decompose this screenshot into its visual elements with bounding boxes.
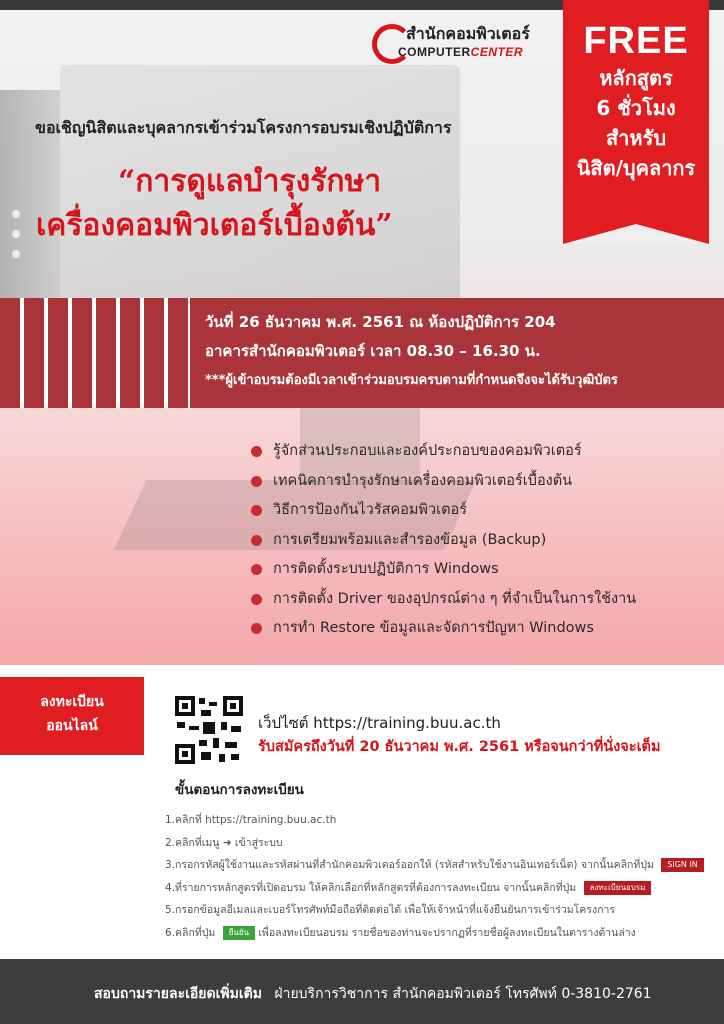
step-item: 1.คลิกที่ https://training.buu.ac.th: [165, 814, 337, 826]
website-link[interactable]: เว็ปไซต์ https://training.buu.ac.th: [258, 714, 501, 732]
registration-steps: [165, 812, 704, 947]
course-title: [36, 160, 556, 248]
steps-title: ขั้นตอนการลงทะเบียน: [175, 782, 304, 798]
registration-deadline: รับสมัครถึงวันที่ 20 ธันวาคม พ.ศ. 2561 หรือจนกว่าที่นั่งจะเต็ม: [258, 739, 661, 755]
bullet-icon: [251, 623, 262, 634]
course-title-line2: เครื่องคอมพิวเตอร์เบื้องต้น”: [36, 208, 393, 243]
topic-item: การทำ Restore ข้อมูลและจัดการปัญหา Windows: [251, 617, 636, 647]
footer-contact: ฝ่ายบริการวิชาการ สำนักคอมพิวเตอร์ โทรศัพท์ 0-3810-2761: [274, 986, 652, 1002]
topic-item: วิธีการป้องกันไวรัสคอมพิวเตอร์: [251, 499, 636, 529]
sign-in-button[interactable]: SIGN IN: [661, 858, 704, 872]
step-item: 4.ที่รายการหลักสูตรที่เปิดอบรม ให้คลิกเลือกที่หลักสูตรที่ต้องการลงทะเบียน จากนั้นคลิกที่ปุ่ม ลงทะเบียนอบรม: [165, 880, 704, 903]
step-item: 6.คลิกที่ปุ่ม ยืนยัน เพื่อลงทะเบียนอบรม รายชื่อของท่านจะปรากฏที่รายชื่อผู้ลงทะเบียนในตารางด้านล่าง: [165, 926, 636, 939]
qr-code-icon[interactable]: [175, 696, 243, 764]
attendance-note: ***ผู้เข้าอบรมต้องมีเวลาเข้าร่วมอบรมครบตามที่กำหนดจึงจะได้รับวุฒิบัตร: [205, 373, 618, 388]
bullet-icon: [251, 505, 262, 516]
event-building-time: อาคารสำนักคอมพิวเตอร์ เวลา 08.30 – 16.30 น.: [205, 342, 541, 360]
free-badge-notch: [563, 224, 709, 244]
topic-item: เทคนิคการบำรุงรักษาเครื่องคอมพิวเตอร์เบื้องต้น: [251, 470, 636, 500]
topic-list: [251, 440, 636, 647]
topic-item: การติดตั้ง Driver ของอุปกรณ์ต่าง ๆ ที่จำเป็นในการใช้งาน: [251, 588, 636, 618]
topic-item: รู้จักส่วนประกอบและองค์ประกอบของคอมพิวเตอร์: [251, 440, 636, 470]
bullet-icon: [251, 564, 262, 575]
bullet-icon: [251, 594, 262, 605]
course-title-line1: “การดูแลบำรุงรักษา: [118, 164, 382, 199]
step-item: 3.กรอกรหัสผู้ใช้งานและรหัสผ่านที่สำนักคอมพิวเตอร์ออกให้ (รหัสสำหรับใช้งานอินเทอร์เน็ต) จากนั้นคลิกที่ปุ่ม SIGN IN: [165, 857, 704, 880]
step-item: 2.คลิกที่เมนู ➜ เข้าสู่ระบบ: [165, 836, 283, 849]
confirm-button[interactable]: ยืนยัน: [223, 926, 255, 940]
footer-lead: สอบถามรายละเอียดเพิ่มเติม: [94, 986, 262, 1002]
enroll-button[interactable]: ลงทะเบียนอบรม: [584, 881, 652, 895]
event-info-text: [205, 308, 618, 395]
bullet-icon: [251, 446, 262, 457]
bullet-icon: [251, 476, 262, 487]
free-badge-line: นิสิต/บุคลากร: [576, 156, 696, 180]
register-online-label: ลงทะเบียน ออนไลน์: [0, 677, 144, 755]
free-badge-line: 6 ชั่วโมง: [596, 96, 676, 120]
free-badge-line: สำหรับ: [605, 126, 667, 150]
logo-thai-name: สำนักคอมพิวเตอร์: [406, 26, 530, 43]
topic-item: การเตรียมพร้อมและสำรองข้อมูล (Backup): [251, 529, 636, 559]
bullet-icon: [251, 535, 262, 546]
event-info-band: [0, 298, 724, 408]
footer-contact-bar: [0, 959, 724, 1024]
event-date-location: วันที่ 26 ธันวาคม พ.ศ. 2561 ณ ห้องปฏิบัติการ 204: [205, 313, 556, 331]
footer-text: [94, 983, 652, 1005]
invite-heading: ขอเชิญนิสิตและบุคลากรเข้าร่วมโครงการอบรมเชิงปฏิบัติการ: [35, 118, 452, 137]
computer-center-logo: [372, 20, 557, 70]
decorative-stripes: [0, 298, 190, 408]
free-badge: [563, 0, 709, 244]
topic-item: การติดตั้งระบบปฏิบัติการ Windows: [251, 558, 636, 588]
logo-english-name: COMPUTERCENTER: [398, 45, 524, 59]
free-badge-title: FREE: [583, 20, 689, 62]
step-item: 5.กรอกข้อมูลอีเมลและเบอร์โทรศัพท์มือถือที่ติดต่อได้ เพื่อให้เจ้าหน้าที่แจ้งยืนยันการเข้าร่วมโครงการ: [165, 904, 615, 916]
free-badge-line: หลักสูตร: [599, 66, 673, 90]
